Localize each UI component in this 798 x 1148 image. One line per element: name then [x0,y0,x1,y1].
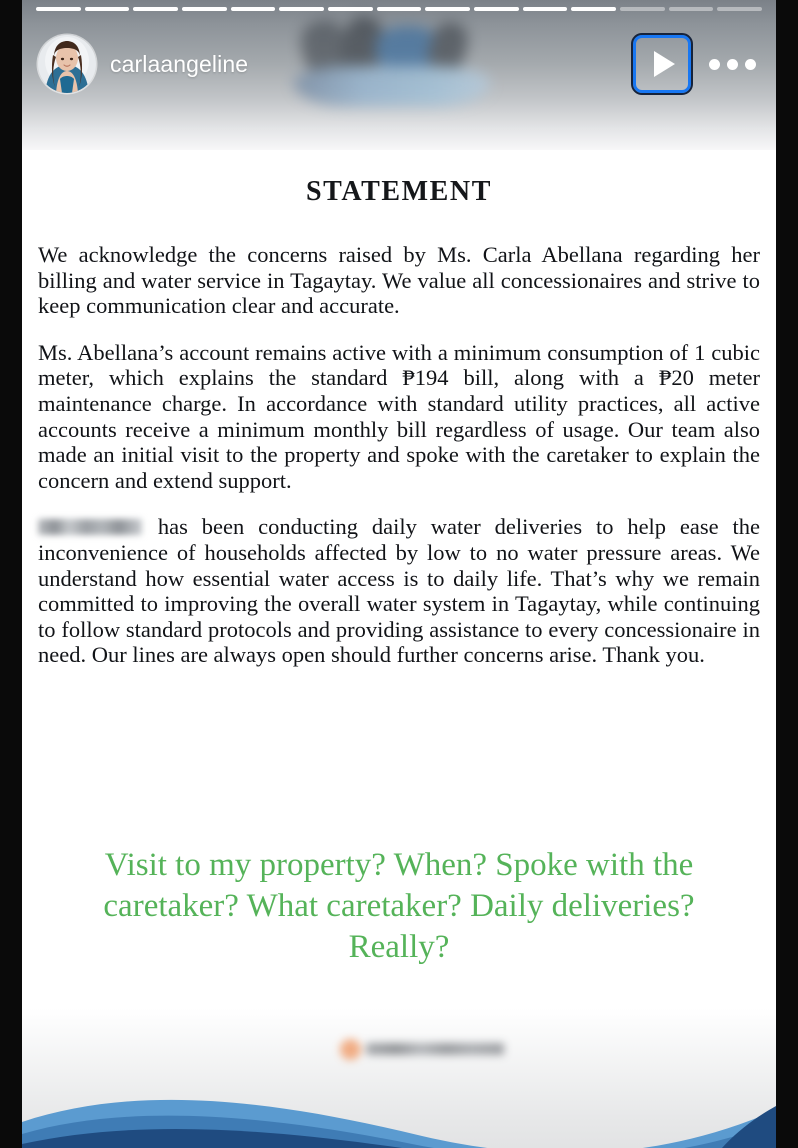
avatar[interactable] [38,35,96,93]
progress-segment[interactable] [717,7,762,11]
more-options-icon[interactable] [707,49,758,80]
progress-segment[interactable] [620,7,665,11]
play-icon[interactable] [633,35,691,93]
story-progress-bar[interactable] [22,0,776,14]
statement-paragraph-text: We acknowledge the concerns raised by Ms. Carla Abellana regarding her billing and water service in Tagaytay. We value all concessionaires and strive to keep communication clear and accurate. [38,242,760,319]
progress-segment[interactable] [231,7,276,11]
page-title: STATEMENT [305,176,493,207]
progress-segment[interactable] [523,7,568,11]
letterhead-wave-graphic [22,1052,776,1148]
footer-logo-wordmark [366,1043,504,1055]
statement-body [22,242,776,668]
progress-segment[interactable] [328,7,373,11]
story-viewport[interactable] [22,0,776,1148]
statement-paragraph [38,242,760,319]
progress-segment[interactable] [669,7,714,11]
blurred-footer-logo [340,1036,506,1062]
progress-segment[interactable] [571,7,616,11]
progress-segment[interactable] [182,7,227,11]
story-username[interactable]: carlaangeline [110,50,249,77]
statement-paragraph-text: Ms. Abellana’s account remains active with a minimum consumption of 1 cubic meter, which explains the standard ₱194 bill, along with a ₱20 meter maintenance charge. In accordance with standard utility practices, all active accounts receive a minimum monthly bill regardless of usage. Our team also made an initial visit to the property and spoke with the caretaker to explain the concern and extend support. [38,339,760,493]
progress-segment[interactable] [279,7,324,11]
progress-segment[interactable] [133,7,178,11]
redacted-company-name [38,519,142,535]
progress-segment[interactable] [474,7,519,11]
letterbox-left [0,0,22,1148]
statement-paragraph [38,340,760,494]
progress-segment[interactable] [425,7,470,11]
letterbox-right [776,0,798,1148]
statement-paragraph [38,514,760,668]
footer-logo-mark [340,1039,361,1060]
statement-paragraph-text: has been conducting daily water deliveries to help ease the inconvenience of households affected by low to no water pressure areas. We understand how essential water access is to daily life. That’s why we remain committed to improving the overall water system in Tagaytay, while continuing to follow standard protocols and providing assistance to every concessionaire in need. Our lines are always open should further concerns arise. Thank you. [38,514,760,668]
story-header [22,24,776,104]
story-caption-text[interactable]: Visit to my property? When? Spoke with the caretaker? What caretaker? Daily deliveries? Really? [103,847,695,965]
play-triangle [654,51,675,77]
progress-segment[interactable] [85,7,130,11]
statement-document [22,128,776,1148]
progress-segment[interactable] [377,7,422,11]
progress-segment[interactable] [36,7,81,11]
